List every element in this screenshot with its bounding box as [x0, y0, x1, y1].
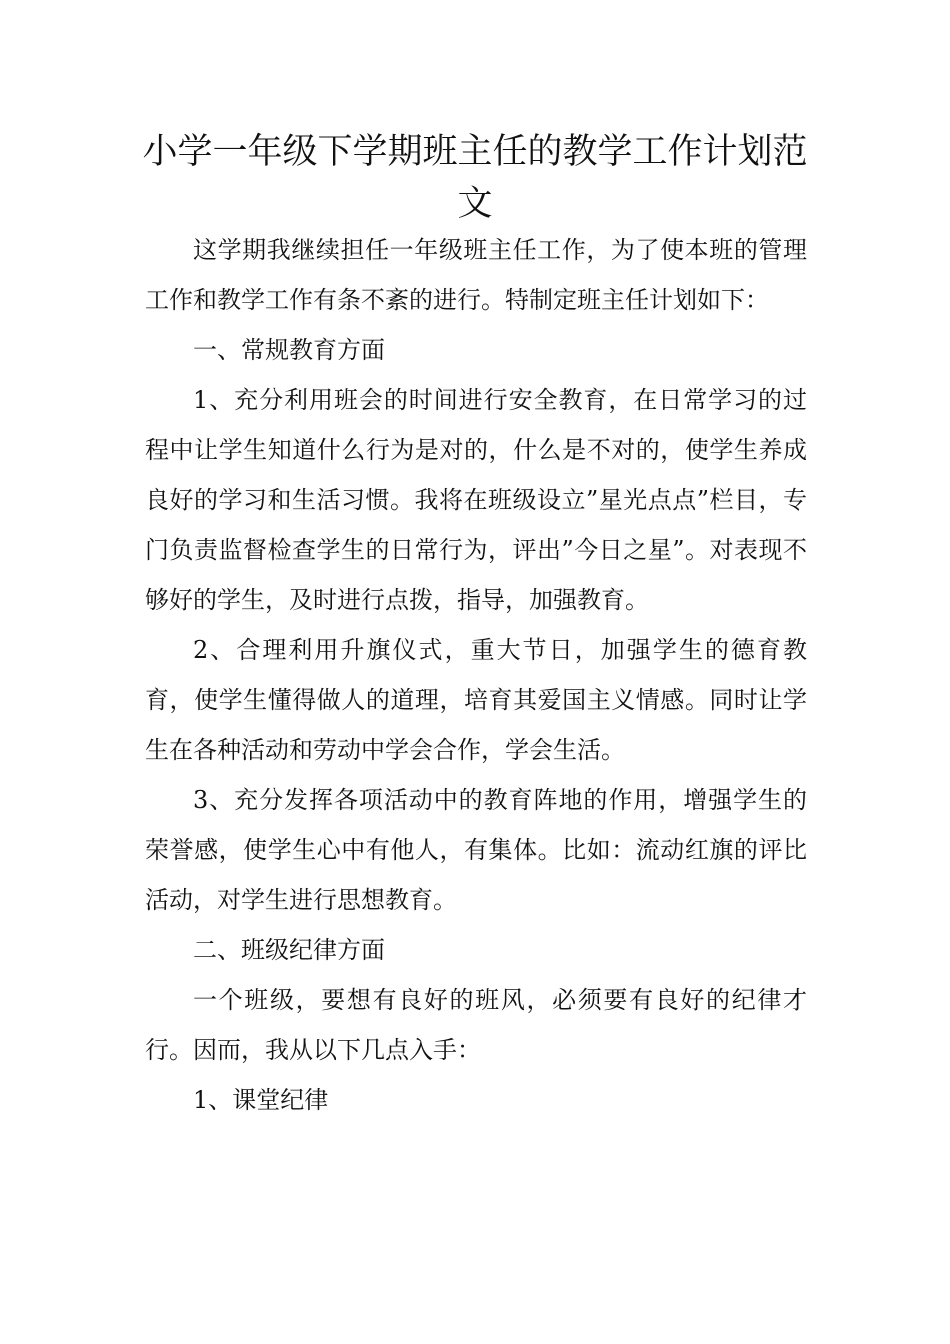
discipline-item-1: 1、课堂纪律	[193, 1086, 329, 1114]
section-heading-class-discipline: 二、班级纪律方面	[193, 936, 385, 964]
document-body	[145, 225, 807, 1125]
routine-item-2: 2、合理利用升旗仪式，重大节日，加强学生的德育教育，使学生懂得做人的道理，培育其爱国主义情感。同时让学生在各种活动和劳动中学会合作，学会生活。	[145, 636, 807, 764]
discipline-intro-paragraph: 一个班级，要想有良好的班风，必须要有良好的纪律才行。因而，我从以下几点入手：	[145, 986, 807, 1064]
document-title: 小学一年级下学期班主任的教学工作计划范文	[142, 132, 808, 224]
routine-item-1: 1、充分利用班会的时间进行安全教育，在日常学习的过程中让学生知道什么行为是对的，什么是不对的，使学生养成良好的学习和生活习惯。我将在班级设立”星光点点”栏目，专门负责监督检查学生的日常行为，评出”今日之星”。对表现不够好的学生，及时进行点拨，指导，加强教育。	[145, 386, 807, 614]
section-heading-routine-education: 一、常规教育方面	[193, 336, 385, 364]
routine-item-3: 3、充分发挥各项活动中的教育阵地的作用，增强学生的荣誉感，使学生心中有他人，有集体。比如：流动红旗的评比活动，对学生进行思想教育。	[145, 786, 807, 914]
intro-paragraph: 这学期我继续担任一年级班主任工作，为了使本班的管理工作和教学工作有条不紊的进行。特制定班主任计划如下：	[145, 236, 807, 314]
